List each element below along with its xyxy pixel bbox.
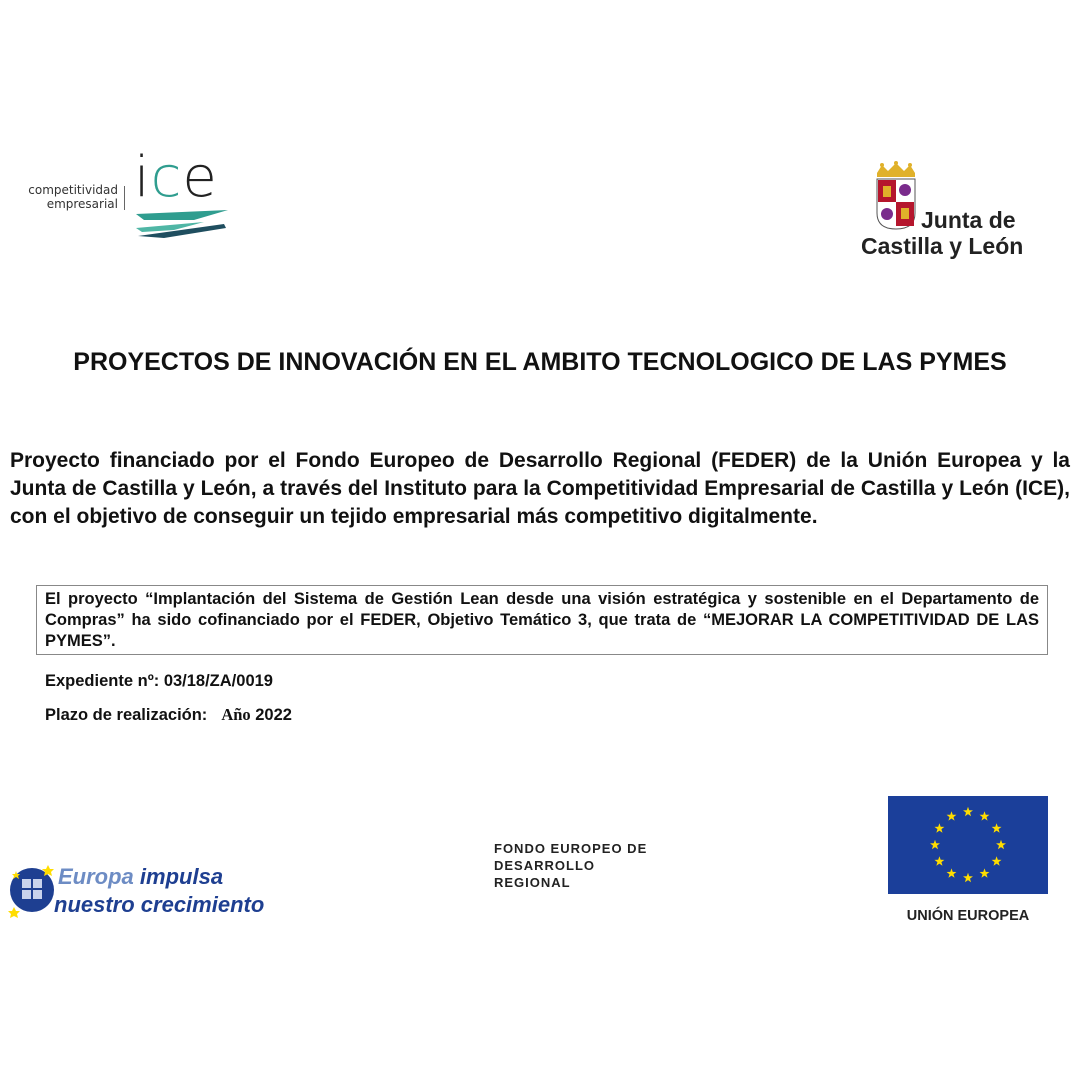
europa-impulsa-emblem-icon — [8, 857, 56, 923]
feder-line2: DESARROLLO — [494, 858, 595, 873]
europa-impulsa-line1 — [58, 864, 223, 890]
ice-letter-e: e — [182, 145, 218, 210]
eu-flag-icon — [888, 796, 1048, 894]
project-description-box — [36, 585, 1048, 655]
page-title: PROYECTOS DE INNOVACIÓN EN EL AMBITO TECNOLOGICO DE LAS PYMES — [73, 348, 1007, 376]
castilla-leon-shield-icon — [874, 161, 918, 231]
europa-impulsa-line2: nuestro crecimiento — [54, 892, 265, 917]
intro-end: . — [811, 505, 818, 528]
plazo-line — [45, 704, 292, 726]
ice-logo-wordmark — [134, 145, 218, 210]
junta-logo-line1: Junta de — [921, 207, 1016, 233]
impulsa-word: impulsa — [139, 864, 224, 889]
feder-logo-text — [494, 840, 714, 891]
ice-subtitle-line1: competitividad — [28, 183, 118, 197]
ice-subtitle-line2: empresarial — [46, 197, 118, 211]
feder-line1: FONDO EUROPEO DE — [494, 841, 648, 856]
ice-logo-divider — [124, 186, 125, 210]
plazo-year: 2022 — [255, 706, 292, 724]
plazo-label: Plazo de realización: — [45, 706, 208, 724]
eu-label: UNIÓN EUROPEA — [906, 908, 1030, 924]
feder-line3: REGIONAL — [494, 875, 571, 890]
expediente-value: 03/18/ZA/0019 — [163, 672, 273, 690]
intro-text: Proyecto financiado por el Fondo Europeo de Desarrollo Regional (FEDER) de la Unión Europea y la Junta de Castilla y León, a través del Instituto para la Competitividad Empresarial de Castilla y León (ICE), con el objetivo de conseguir un tejido empresarial más competitivo digitalmente — [10, 449, 1070, 528]
ice-letter-c: c — [150, 145, 183, 210]
expediente-line — [45, 670, 273, 692]
europa-word: Europa — [58, 864, 134, 889]
expediente-label: Expediente nº: — [45, 672, 160, 690]
ice-logo-subtitle — [10, 183, 118, 211]
junta-logo-line2: Castilla y León — [861, 233, 1024, 259]
intro-paragraph — [10, 447, 1070, 531]
plazo-year-word: Año — [221, 705, 251, 724]
ice-letter-i: i — [134, 145, 151, 210]
ice-swoosh-icon — [134, 208, 230, 240]
project-description-text: El proyecto “Implantación del Sistema de Gestión Lean desde una visión estratégica y sostenible en el Departamento de Compras” ha sido cofinanciado por el FEDER, Objetivo Temático 3, que trata de “MEJORAR LA COMPETITIVIDAD DE LAS PYMES”. — [45, 590, 1039, 650]
